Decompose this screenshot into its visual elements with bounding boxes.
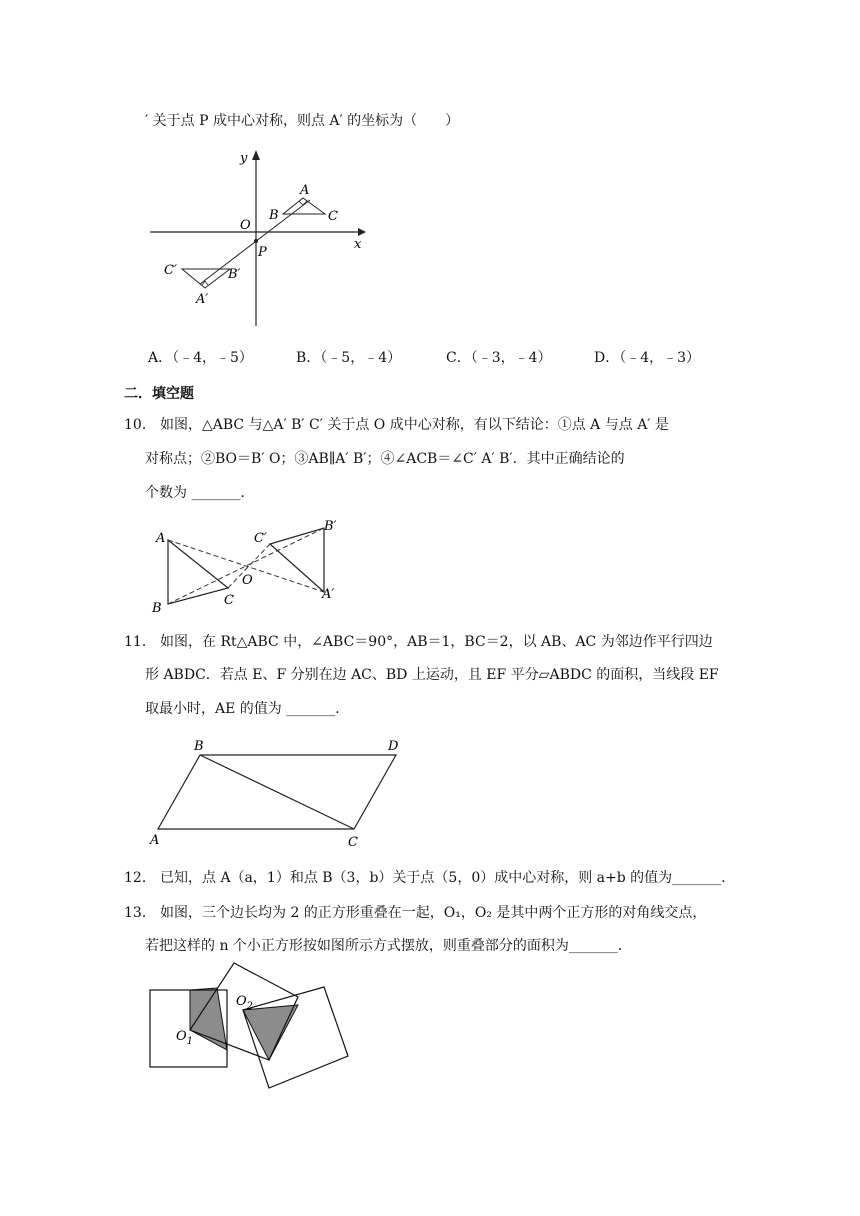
- q9-option-a: A．（﹣4，﹣5）: [148, 350, 253, 366]
- q9-point-c-label: C: [328, 209, 338, 224]
- q9-stem-line: ′ 关于点 P 成中心对称，则点 A′ 的坐标为（ ）: [145, 113, 460, 129]
- q13-stem-line-2: 若把这样的 n 个小正方形按如图所示方式摆放，则重叠部分的面积为_______．: [145, 938, 632, 954]
- q11-parallelogram-figure: [148, 736, 418, 851]
- q9-option-d: D．（﹣4，﹣3）: [594, 350, 701, 366]
- q13-squares-figure: [148, 960, 353, 1090]
- q11-stem-line-3: 取最小时，AE 的值为 _______．: [145, 701, 350, 717]
- q11-point-b-label: B: [194, 739, 204, 754]
- q13-o2-label: $O_2$: [236, 994, 254, 1012]
- q10-point-c-prime-label: C′: [254, 531, 267, 546]
- q9-y-axis-label: y: [240, 151, 248, 166]
- q9-coordinate-figure: [150, 148, 380, 333]
- section-heading: 二．填空题: [124, 386, 194, 402]
- q9-point-p-label: P: [258, 245, 267, 260]
- q11-point-c-label: C: [348, 835, 358, 850]
- q9-point-a-label: A: [300, 183, 310, 198]
- q10-number: 10．: [124, 417, 156, 433]
- q11-stem-line-1: 如图，在 Rt△ABC 中，∠ABC＝90°，AB＝1，BC＝2，以 AB、AC 为邻边作平行四边: [160, 634, 713, 650]
- q13-o1-label: $O_1$: [176, 1029, 194, 1047]
- q10-stem-line-3: 个数为 _______．: [145, 485, 255, 501]
- q13-stem-line-1: 如图，三个边长均为 2 的正方形重叠在一起，O₁，O₂ 是其中两个正方形的对角线交点，: [160, 905, 707, 921]
- q10-stem-line-2: 对称点；②BO＝B′ O；③AB∥A′ B′；④∠ACB＝∠C′ A′ B′．其中正确结论的: [145, 451, 625, 467]
- q9-option-b: B．（﹣5，﹣4）: [296, 350, 402, 366]
- q10-stem-line-1: 如图，△ABC 与△A′ B′ C′ 关于点 O 成中心对称，有以下结论：①点 A 与点 A′ 是: [160, 417, 669, 433]
- q13-number: 13．: [124, 905, 156, 921]
- q10-point-b-prime-label: B′: [324, 519, 337, 534]
- q10-point-b-label: B: [152, 601, 162, 616]
- q9-point-a-prime-label: A′: [196, 292, 209, 307]
- q12-number: 12．: [124, 870, 156, 886]
- q9-point-c-prime-label: C′: [164, 263, 177, 278]
- q11-point-d-label: D: [388, 739, 399, 754]
- q10-point-o-label: O: [242, 573, 253, 588]
- q10-figure: [150, 518, 350, 618]
- q13-shaded-overlap: [243, 1005, 298, 1060]
- q9-x-axis-label: x: [354, 237, 362, 252]
- q9-origin-label: O: [240, 218, 251, 233]
- q10-point-c-label: C: [224, 593, 234, 608]
- q9-point-b-label: B: [269, 208, 279, 223]
- q10-point-a-prime-label: A′: [322, 587, 335, 602]
- q12-stem-line-1: 已知，点 A（a，1）和点 B（3，b）关于点（5，0）成中心对称，则 a+b 的值为_______．: [160, 870, 736, 886]
- q9-option-c: C．（﹣3，﹣4）: [446, 350, 552, 366]
- q13-shaded-overlap: [190, 988, 227, 1050]
- q10-point-a-label: A: [156, 531, 166, 546]
- q11-stem-line-2: 形 ABDC．若点 E、F 分别在边 AC、BD 上运动，且 EF 平分▱ABDC 的面积，当线段 EF: [145, 667, 719, 683]
- q11-number: 11．: [124, 634, 156, 650]
- q9-point-b-prime-label: B′: [228, 267, 241, 282]
- q11-point-a-label: A: [150, 833, 160, 848]
